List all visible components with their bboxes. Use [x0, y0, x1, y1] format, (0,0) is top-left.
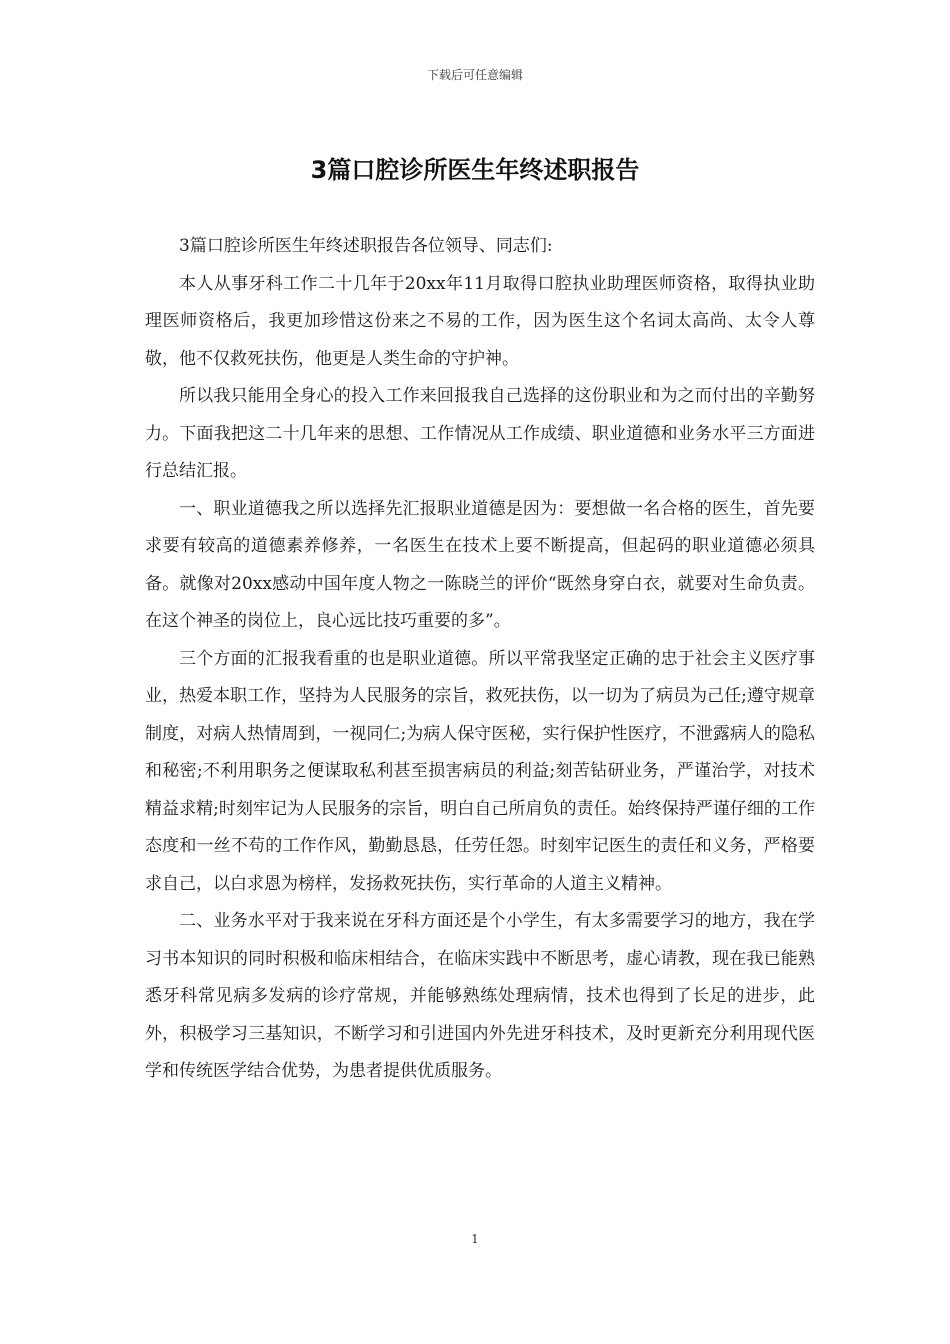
document-title: 3篇口腔诊所医生年终述职报告 [310, 156, 640, 184]
paragraph-introduction: 本人从事牙科工作二十几年于20xx年11月取得口腔执业助理医师资格，取得执业助理医师资格后，我更加珍惜这份来之不易的工作，因为医生这个名词太高尚、太令人尊敬，他不仅救死扶伤，他更是人类生命的守护神。 [145, 273, 815, 369]
document-body [145, 228, 815, 1091]
paragraph-professional-ethics: 一、职业道德我之所以选择先汇报职业道德是因为：要想做一名合格的医生，首先要求要有较高的道德素养修养，一名医生在技术上要不断提高，但起码的职业道德必须具备。就像对20xx感动中国年度人物之一陈晓兰的评价“既然身穿白衣，就要对生命负责。在这个神圣的岗位上，良心远比技巧重要的多”。 [145, 498, 815, 631]
paragraph-professional-skill: 二、业务水平对于我来说在牙科方面还是个小学生，有太多需要学习的地方，我在学习书本知识的同时积极和临床相结合，在临床实践中不断思考，虚心请教，现在我已能熟悉牙科常见病多发病的诊疗常规，并能够熟练处理病情，技术也得到了长足的进步，此外，积极学习三基知识，不断学习和引进国内外先进牙科技术，及时更新充分利用现代医学和传统医学结合优势，为患者提供优质服务。 [145, 911, 815, 1081]
paragraph-overview: 所以我只能用全身心的投入工作来回报我自己选择的这份职业和为之而付出的辛勤努力。下面我把这二十几年来的思想、工作情况从工作成绩、职业道德和业务水平三方面进行总结汇报。 [145, 386, 815, 481]
page-number: 1 [471, 1232, 479, 1246]
header-note: 下载后可任意编辑 [426, 68, 523, 82]
paragraph-salutation: 3篇口腔诊所医生年终述职报告各位领导、同志们: [179, 236, 553, 256]
paragraph-ethics-practice: 三个方面的汇报我看重的也是职业道德。所以平常我坚定正确的忠于社会主义医疗事业，热爱本职工作，坚持为人民服务的宗旨，救死扶伤，以一切为了病员为己任;遵守规章制度，对病人热情周到，一视同仁;为病人保守医秘，实行保护性医疗，不泄露病人的隐私和秘密;不利用职务之便谋取私利甚至损害病员的利益;刻苦钻研业务，严谨治学，对技术精益求精;时刻牢记为人民服务的宗旨，明白自己所肩负的责任。始终保持严谨仔细的工作态度和一丝不苟的工作作风，勤勤恳恳，任劳任怨。时刻牢记医生的责任和义务，严格要求自己，以白求恩为榜样，发扬救死扶伤，实行革命的人道主义精神。 [145, 648, 815, 894]
